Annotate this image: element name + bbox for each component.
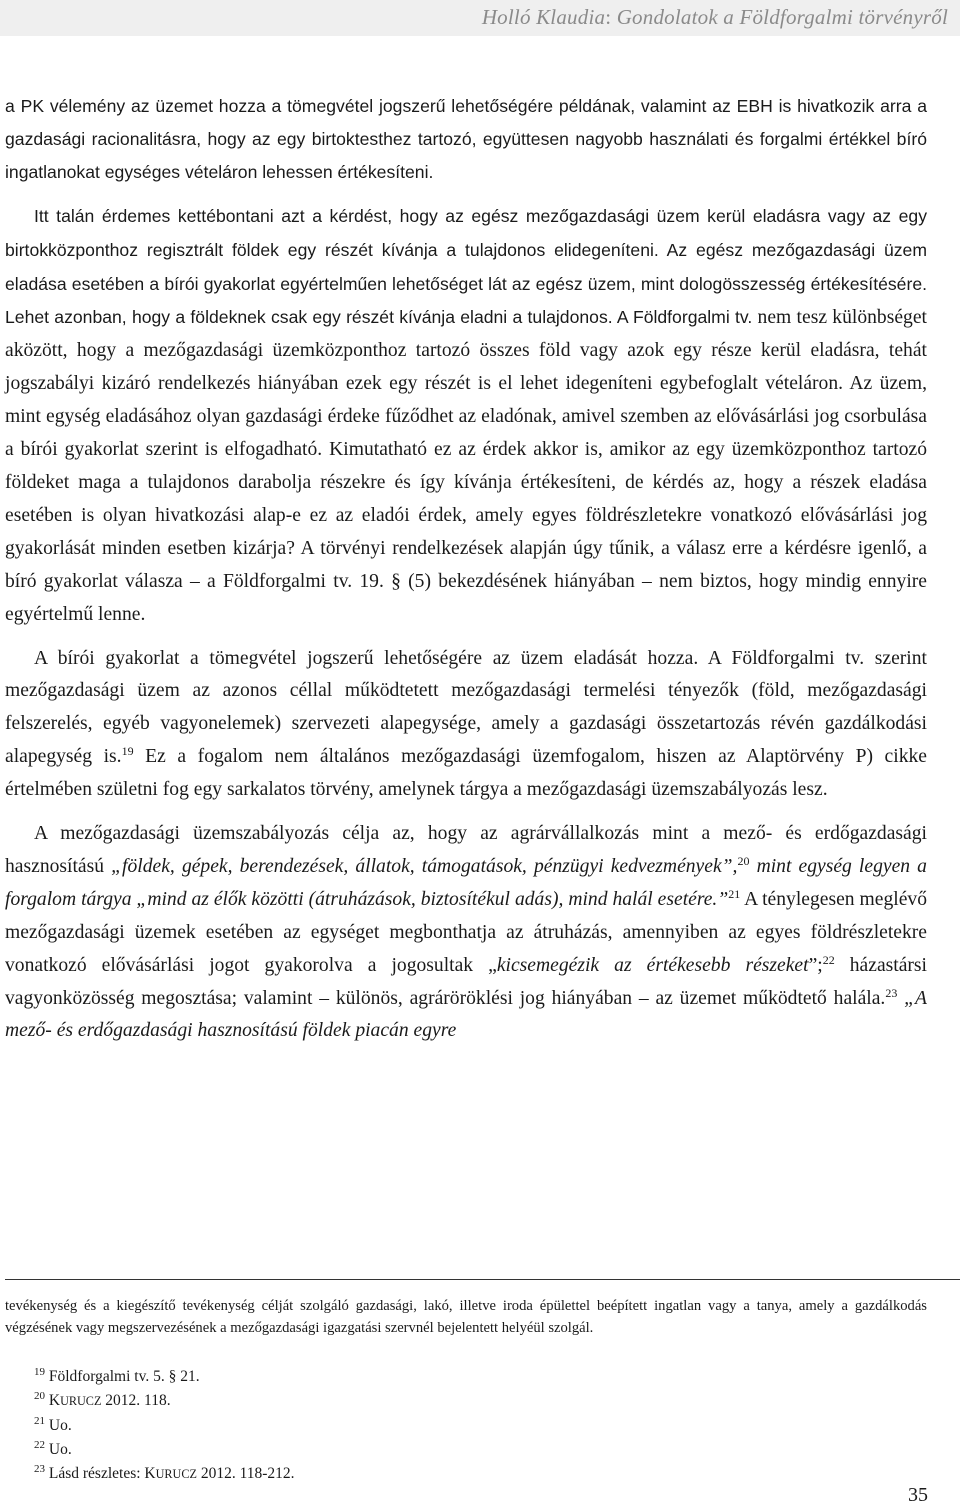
footnote-ref-19[interactable]: 19 — [121, 744, 134, 759]
paragraph-3-part-a: A bírói gyakorlat a tömegvétel jogszerű lehetőségére az üzem eladását hozza. A Földforgalmi tv. szerint mezőgazdasági üzem az azonos céllal működtetett mezőgazdasági termelési tényezők (föld, mezőgazdasági felszerelés, egyéb vagyonelemek) szervezeti alapegysége, amely a gazdasági összetartozás révén gazdálkodási alapegység is. — [5, 647, 927, 768]
paragraph-4-quote-2: mint egység legyen a forgalom tárgya „mind az élők közötti (átruházások, biztosítékul adás), mind halál esetére.” — [5, 855, 927, 910]
paragraph-2-part-e: Az üzem, mint egység eladásához olyan gazdasági érdeke fűződhet az eladónak, amivel szemben az elővásárlási jog csorbulása a bírói gyakorlat szerint is elfogadható. — [5, 373, 927, 461]
footnote-author-rest: URUCZ — [60, 1394, 102, 1409]
footnote-ref-21[interactable]: 21 — [728, 886, 741, 901]
footnote-author-rest: URUCZ — [155, 1467, 197, 1482]
header-text — [0, 5, 948, 30]
paragraph-4-part-b: A ténylegesen meglévő mezőgazdasági üzemek esetében az egységet megbonthatja az átruházás, amennyiben az egyes földrészletekre vonatkozó elővásárlási jogot gyakorolva a jogosultak „ — [5, 888, 928, 976]
footnote-text: 2012. 118. — [101, 1392, 171, 1410]
paragraph-3-part-b: Ez a fogalom nem általános mezőgazdasági üzemfogalom, hiszen az Alaptörvény P) cikke értelmében születni fog egy sarkalatos törvény, amelynek tárgya a mezőgazdasági üzemszabályozás lesz. — [5, 746, 927, 801]
footnote-number: 21 — [34, 1414, 45, 1427]
paragraph-4-part-c: ”; — [808, 954, 823, 976]
paragraph-4-quote-1: „földek, gépek, berendezések, állatok, támogatások, pénzügyi kedvezmények”, — [111, 855, 738, 877]
footnote-number: 23 — [34, 1463, 45, 1476]
footnote-ref-22[interactable]: 22 — [822, 952, 835, 967]
body-text-block-1 — [5, 90, 927, 1048]
footnote-ref-23[interactable]: 23 — [885, 985, 898, 1000]
paragraph-4 — [5, 818, 927, 1048]
header-separator: : — [605, 5, 612, 29]
paragraph-2 — [5, 200, 927, 632]
footnote-23 — [5, 1462, 605, 1486]
footnote-separator — [5, 1279, 960, 1280]
paragraph-3 — [5, 643, 927, 808]
paragraph-4-part-a: A mezőgazdasági üzemszabályozás célja az, hogy az agrárvállalkozás mint a mező- és erdőgazdasági hasznosítású — [5, 823, 927, 877]
footnote-21 — [5, 1414, 605, 1438]
paragraph-2-part-b: Az egész mezőgazdasági üzem eladása esetében a bírói gyakorlat egyértelműen lehetőséget lát az egész üzem, mint dologösszesség értékesítésére. — [5, 239, 927, 294]
footnote-continued-text: tevékenység és a kiegészítő tevékenység célját szolgáló gazdasági, lakó, illetve iroda épülettel beépített ingatlan vagy a tanya, amely a gazdálkodás végzésének vagy megszervezésének a mezőgazdasági igazgatási szervnél bejelentett helyéül szolgál. — [5, 1298, 927, 1337]
footnote-20 — [5, 1389, 605, 1413]
footnote-prefix: Lásd részletes: K — [48, 1465, 156, 1483]
page-number: 35 — [908, 1484, 928, 1506]
paragraph-1: a PK vélemény az üzemet hozza a tömegvétel jogszerű lehetőségére példának, valamint az EBH is hivatkozik arra a gazdasági racionalitásra, hogy az egy birtoktesthez tartozó, együttesen nagyobb használati és forgalmi értékkel bíró ingatlanokat egységes vételáron lehessen értékesíteni. — [5, 96, 927, 182]
running-header — [0, 0, 960, 36]
paragraph-2-part-a: Itt talán érdemes kettébontani azt a kérdést, hogy az egész mezőgazdasági üzem kerül eladásra vagy az egy birtokközponthoz regisztrált földek egy részét kívánja a tulajdonos elidegeníteni. — [5, 205, 927, 260]
footnote-continued — [5, 1295, 927, 1340]
paragraph-2-part-d: nem tesz különbséget aközött, hogy a mezőgazdasági üzemközponthoz tartozó összes föld vagy azok egy része kerül eladásra, tehát jogszabályi kizáró rendelkezés hiányában ezek egy részét is el lehet idegeníteni egybefoglalt vételáron. — [5, 307, 927, 395]
paragraph-4-quote-3: kicsemegézik az értékesebb részeket — [496, 954, 809, 976]
footnote-text: Uo. — [48, 1416, 72, 1434]
header-author: Holló Klaudia — [481, 5, 606, 29]
header-title: Gondolatok a Földforgalmi törvényről — [616, 5, 948, 29]
paragraph-4-quote-4: „A mező- és erdőgazdasági hasznosítású földek piacán egyre — [5, 987, 927, 1042]
paragraph-4-part-d: házastársi vagyonközösség megosztása; valamint – különös, agrárörökl​ési jog hiányában – az üzemet működtető halála. — [5, 954, 927, 1009]
footnote-number: 20 — [34, 1390, 45, 1403]
footnote-text: Földforgalmi tv. 5. § 21. — [48, 1368, 200, 1385]
footnote-number: 22 — [34, 1438, 45, 1451]
footnote-text: Uo. — [48, 1440, 72, 1458]
footnote-22 — [5, 1438, 605, 1462]
footnote-number: 19 — [34, 1366, 45, 1378]
footnote-19 — [5, 1365, 605, 1389]
footnote-ref-20[interactable]: 20 — [737, 853, 750, 868]
footnote-list — [5, 1365, 605, 1486]
footnote-text: 2012. 118-212. — [196, 1465, 295, 1483]
footnote-author-initial: K — [48, 1392, 61, 1410]
paragraph-2-part-f: Kimutatható ez az érdek akkor is, amikor az egy üzemközponthoz tartozó földeket maga a tulajdonos darabolja részekre és így kívánja értékesíteni, de kérdés az, hogy a részek eladása esetében is olyan hivatkozási alap-e ez az eladói érdek, amely egyes földrészletekre vonatkozó elővásárlási jog gyakorlását minden esetben kizárja? A törvényi rendelkezések alapján úgy tűnik, a válasz erre a kérdésre igenlő, a bíró gyakorlat válasza – a Földforgalmi tv. 19. § (5) bekezdésének hiányában – nem biztos, hogy mindig ennyire egyértelmű lenne. — [5, 439, 928, 625]
paragraph-2-part-c: Lehet azonban, hogy a földeknek csak egy részét kívánja eladni a tulajdonos. A Földforgalmi tv. — [5, 307, 758, 328]
